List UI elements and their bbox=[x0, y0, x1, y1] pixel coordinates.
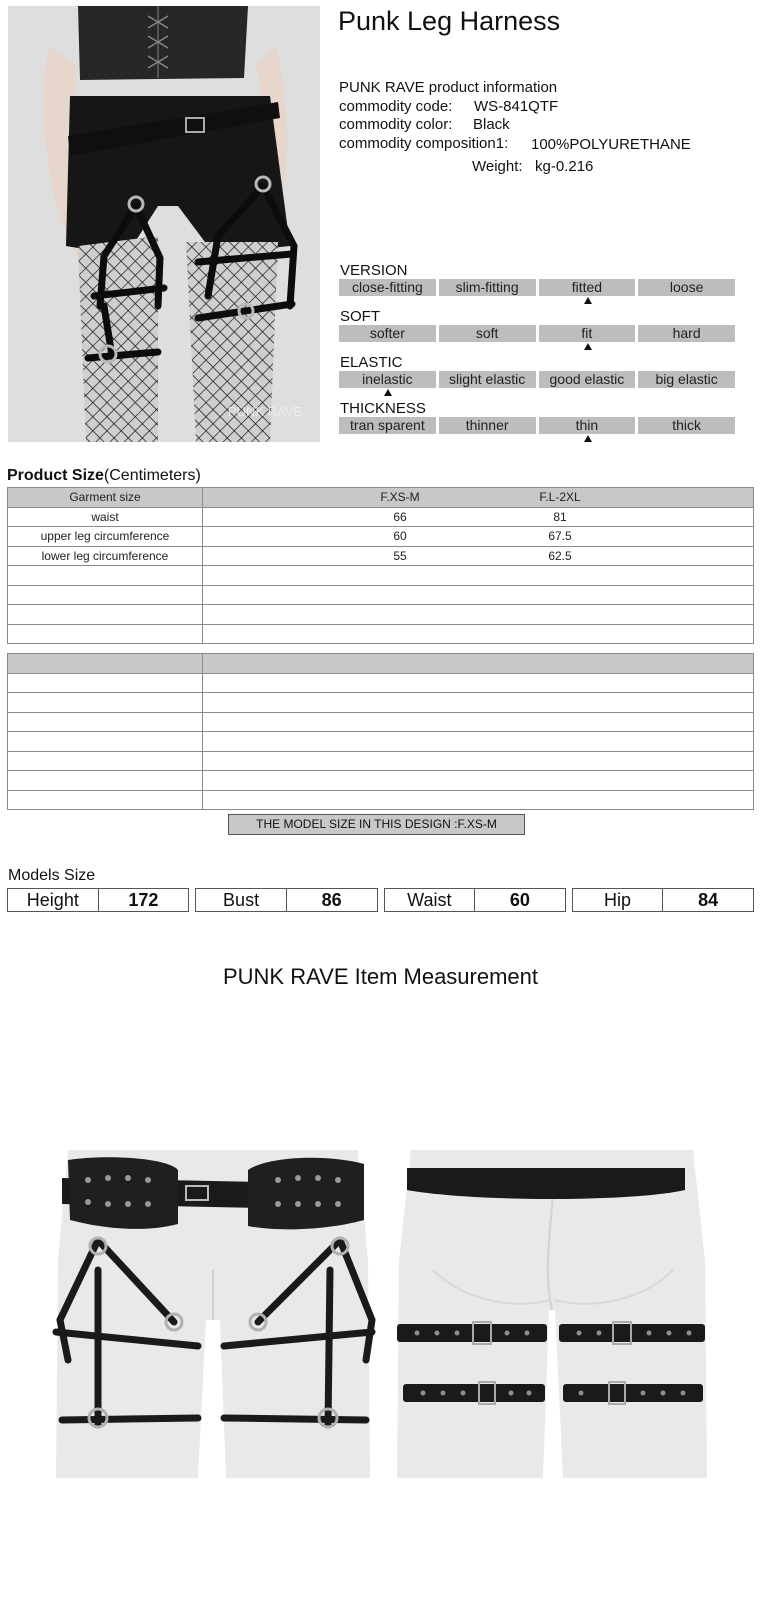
soft-scale bbox=[339, 325, 735, 342]
value-a: 66 bbox=[393, 509, 407, 524]
elastic-option: inelastic bbox=[339, 371, 436, 388]
soft-option: soft bbox=[439, 325, 536, 342]
size-column-a: F.XS-M bbox=[380, 490, 420, 504]
product-size-title bbox=[7, 467, 201, 485]
weight-value: kg-0.216 bbox=[535, 158, 594, 175]
version-option: slim-fitting bbox=[439, 279, 536, 296]
models-size-row bbox=[7, 888, 754, 912]
soft-pointer bbox=[584, 343, 592, 350]
garment-size-header: Garment size bbox=[8, 488, 203, 508]
empty-cell bbox=[203, 771, 754, 791]
table-header-row bbox=[8, 654, 754, 674]
empty-row bbox=[8, 712, 754, 732]
color-value: Black bbox=[473, 116, 510, 133]
empty-cell bbox=[203, 566, 754, 586]
photo-watermark: PUNK RAVE bbox=[228, 404, 303, 419]
empty-cell bbox=[8, 751, 203, 771]
empty-cell bbox=[8, 771, 203, 791]
product-photo bbox=[8, 6, 320, 442]
composition-value: 100%POLYURETHANE bbox=[531, 136, 691, 153]
thickness-pointer bbox=[584, 435, 592, 442]
empty-cell bbox=[8, 566, 203, 586]
soft-option: fit bbox=[539, 325, 636, 342]
soft-option: softer bbox=[339, 325, 436, 342]
info-heading: PUNK RAVE product information bbox=[339, 79, 558, 96]
harness-front-illustration bbox=[48, 1150, 378, 1478]
row-values bbox=[203, 507, 754, 527]
model-size-note: THE MODEL SIZE IN THIS DESIGN :F.XS-M bbox=[228, 814, 525, 835]
empty-cell bbox=[203, 585, 754, 605]
value-a: 60 bbox=[393, 529, 407, 543]
thickness-option: tran sparent bbox=[339, 417, 436, 434]
value-b: 62.5 bbox=[548, 548, 572, 563]
elastic-option: good elastic bbox=[539, 371, 636, 388]
bust-label: Bust bbox=[223, 890, 260, 910]
soft-option: hard bbox=[638, 325, 735, 342]
empty-cell bbox=[8, 624, 203, 644]
table-row bbox=[8, 507, 754, 527]
item-measurement-title: PUNK RAVE Item Measurement bbox=[222, 964, 539, 989]
size-column-b: F.L-2XL bbox=[539, 490, 581, 504]
height-group bbox=[7, 888, 189, 912]
row-values bbox=[203, 546, 754, 566]
value-b: 67.5 bbox=[548, 529, 572, 543]
empty-row bbox=[8, 751, 754, 771]
model-wearing-harness-illustration bbox=[8, 6, 320, 442]
bust-value: 86 bbox=[286, 889, 377, 911]
empty-row bbox=[8, 790, 754, 810]
row-values bbox=[203, 527, 754, 547]
empty-cell bbox=[8, 605, 203, 625]
empty-cell bbox=[203, 673, 754, 693]
version-option: fitted bbox=[539, 279, 636, 296]
row-label: lower leg circumference bbox=[8, 546, 203, 566]
row-label: waist bbox=[8, 507, 203, 527]
height-label: Height bbox=[26, 890, 79, 910]
row-label: upper leg circumference bbox=[8, 527, 203, 547]
empty-cell bbox=[203, 654, 754, 674]
color-label: commodity color: bbox=[339, 116, 453, 133]
value-a: 55 bbox=[393, 548, 407, 563]
product-size-unit: (Centimeters) bbox=[103, 467, 201, 484]
empty-row bbox=[8, 585, 754, 605]
hip-group bbox=[572, 888, 754, 912]
thickness-option: thinner bbox=[439, 417, 536, 434]
hip-label: Hip bbox=[604, 890, 632, 910]
empty-cell bbox=[8, 654, 203, 674]
empty-cell bbox=[203, 712, 754, 732]
waist-label: Waist bbox=[407, 890, 452, 910]
empty-cell bbox=[8, 585, 203, 605]
elastic-scale bbox=[339, 371, 735, 388]
mannequin-front-photo bbox=[48, 1150, 378, 1478]
models-size-title: Models Size bbox=[8, 867, 96, 884]
value-b: 81 bbox=[553, 509, 567, 524]
empty-cell bbox=[8, 732, 203, 752]
height-value: 172 bbox=[98, 889, 189, 911]
empty-cell bbox=[203, 790, 754, 810]
thickness-option: thick bbox=[638, 417, 735, 434]
empty-row bbox=[8, 693, 754, 713]
hip-value: 84 bbox=[662, 889, 753, 911]
product-size-heading: Product Size bbox=[7, 467, 104, 484]
size-columns-header bbox=[203, 488, 754, 508]
empty-row bbox=[8, 566, 754, 586]
elastic-option: slight elastic bbox=[439, 371, 536, 388]
mannequin-back-photo bbox=[393, 1150, 713, 1478]
empty-row bbox=[8, 624, 754, 644]
version-option: close-fitting bbox=[339, 279, 436, 296]
composition-label: commodity composition1: bbox=[339, 135, 509, 152]
elastic-label: ELASTIC bbox=[340, 354, 403, 371]
code-value: WS-841QTF bbox=[474, 98, 559, 115]
code-label: commodity code: bbox=[339, 98, 453, 115]
empty-row bbox=[8, 771, 754, 791]
elastic-pointer bbox=[384, 389, 392, 396]
version-option: loose bbox=[638, 279, 735, 296]
empty-row bbox=[8, 673, 754, 693]
empty-cell bbox=[8, 673, 203, 693]
size-table bbox=[7, 487, 754, 644]
thickness-option: thin bbox=[539, 417, 636, 434]
soft-label: SOFT bbox=[340, 308, 380, 325]
empty-size-table bbox=[7, 653, 754, 810]
waist-value: 60 bbox=[474, 889, 565, 911]
elastic-option: big elastic bbox=[638, 371, 735, 388]
thickness-scale bbox=[339, 417, 735, 434]
table-header-row bbox=[8, 488, 754, 508]
weight-label: Weight: bbox=[472, 158, 523, 175]
product-title: Punk Leg Harness bbox=[338, 6, 561, 36]
waist-group bbox=[384, 888, 566, 912]
empty-cell bbox=[8, 712, 203, 732]
empty-cell bbox=[203, 693, 754, 713]
table-row bbox=[8, 527, 754, 547]
version-label: VERSION bbox=[340, 262, 408, 279]
empty-cell bbox=[8, 693, 203, 713]
empty-cell bbox=[203, 605, 754, 625]
empty-cell bbox=[203, 751, 754, 771]
version-scale bbox=[339, 279, 735, 296]
bust-group bbox=[195, 888, 377, 912]
harness-back-illustration bbox=[393, 1150, 713, 1478]
empty-row bbox=[8, 732, 754, 752]
thickness-label: THICKNESS bbox=[340, 400, 426, 417]
empty-cell bbox=[8, 790, 203, 810]
table-row bbox=[8, 546, 754, 566]
empty-cell bbox=[203, 624, 754, 644]
empty-row bbox=[8, 605, 754, 625]
version-pointer bbox=[584, 297, 592, 304]
empty-cell bbox=[203, 732, 754, 752]
